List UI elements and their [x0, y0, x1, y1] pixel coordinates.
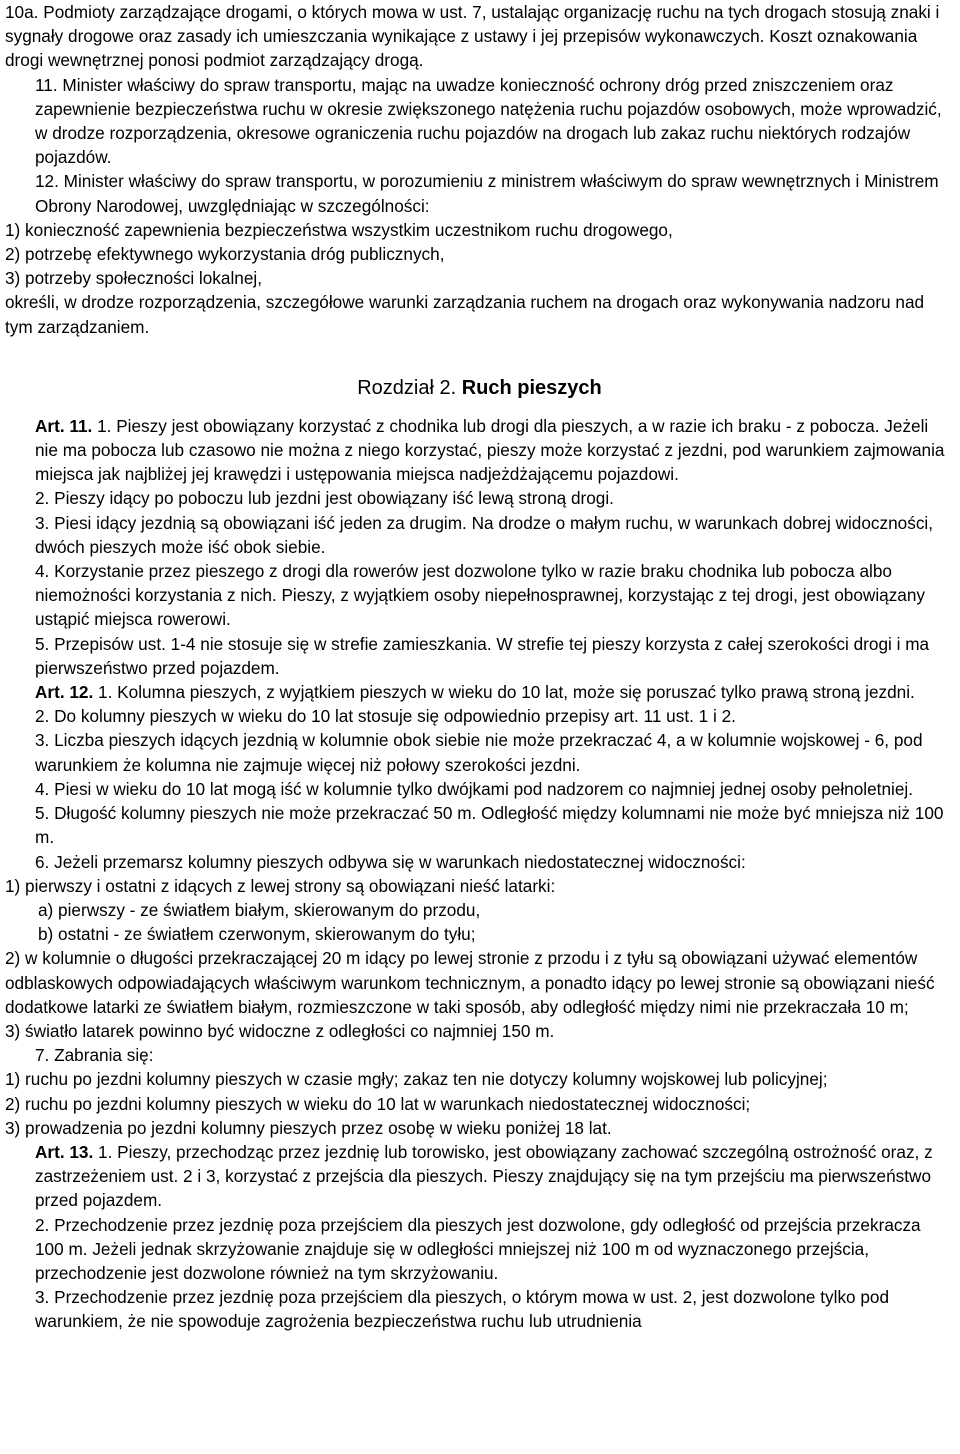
paragraph-text: 5. Długość kolumny pieszych nie może przekraczać 50 m. Odległość między kolumnami nie może być mniejsza niż 100 m. [35, 803, 944, 848]
paragraph-text: 1. Pieszy jest obowiązany korzystać z chodnika lub drogi dla pieszych, a w razie ich braku - z pobocza. Jeżeli nie ma pobocza lub czasowo nie można z niego korzystać, pieszy może korzystać z jezdni, pod warunkiem zajmowania miejsca jak najbliżej jej krawędzi i ustępowania miejsca nadjeżdżającemu pojazdowi. [35, 415, 945, 485]
paragraph-text: 2. Przechodzenie przez jezdnię poza przejściem dla pieszych jest dozwolone, gdy odległość od przejścia przekracza 100 m. Jeżeli jednak skrzyżowanie znajduje się w odległości mniejszej niż 100 m od wyznaczonego przejścia, przechodzenie jest dozwolone również na tym skrzyżowaniu. [35, 1214, 921, 1283]
paragraph-text: 3. Przechodzenie przez jezdnię poza przejściem dla pieszych, o którym mowa w ust. 2, jest dozwolone tylko pod warunkiem, że nie spowoduje zagrożenia bezpieczeństwa ruchu lub utrudnienia [35, 1287, 890, 1332]
paragraph-text: 11. Minister właściwy do spraw transportu, mając na uwadze konieczność ochrony dróg przed zniszczeniem oraz zapewnienie bezpieczeństwa ruchu w okresie zwiększonego natężenia ruchu pojazdów osobowych, może wprowadzić, w drodze rozporządzenia, okresowe ograniczenia ruchu pojazdów na drogach lub zakaz ruchu niektórych rodzajów pojazdów. [35, 74, 942, 168]
article-number: Art. 11. [35, 415, 93, 436]
paragraph-text: 6. Jeżeli przemarsz kolumny pieszych odbywa się w warunkach niedostatecznej widoczności: [35, 851, 746, 872]
paragraph-text: 2. Do kolumny pieszych w wieku do 10 lat stosuje się odpowiednio przepisy art. 11 ust. 1 i 2. [35, 706, 736, 727]
paragraph-text: 1. Kolumna pieszych, z wyjątkiem pieszych w wieku do 10 lat, może się poruszać tylko prawą stroną jezdni. [93, 682, 915, 703]
spacer [5, 339, 954, 363]
paragraph [5, 850, 954, 874]
paragraph-text: określi, w drodze rozporządzenia, szczegółowe warunki zarządzania ruchem na drogach oraz wykonywania nadzoru nad tym zarządzaniem. [5, 292, 925, 337]
paragraph-text: 4. Korzystanie przez pieszego z drogi dla rowerów jest dozwolone tylko w razie braku chodnika lub pobocza albo niemożności korzystania z nich. Pieszy, z wyjątkiem osoby niepełnosprawnej, korzystając z tej drogi, jest obowiązany ustąpić miejsca rowerowi. [35, 561, 926, 630]
paragraph-text: 7. Zabrania się: [35, 1045, 154, 1066]
paragraph [5, 1285, 954, 1333]
paragraph [5, 704, 954, 728]
paragraph [5, 511, 954, 559]
paragraph-text: 3) prowadzenia po jezdni kolumny pieszych przez osobę w wieku poniżej 18 lat. [5, 1117, 612, 1138]
chapter-body [5, 414, 954, 1334]
article-number: Art. 13. [35, 1141, 94, 1162]
chapter-heading [5, 375, 954, 401]
paragraph-text: 1) pierwszy i ostatni z idących z lewej strony są obowiązani nieść latarki: [5, 875, 556, 896]
paragraph [5, 486, 954, 510]
article-paragraph [5, 1140, 954, 1213]
paragraph-text: 1) ruchu po jezdni kolumny pieszych w czasie mgły; zakaz ten nie dotyczy kolumny wojskowej lub policyjnej; [5, 1069, 828, 1090]
paragraph [5, 946, 954, 1019]
paragraph-text: 10a. Podmioty zarządzające drogami, o których mowa w ust. 7, ustalając organizację ruchu na tych drogach stosują znaki i sygnały drogowe oraz zasady ich umieszczania wynikające z ustawy i jej przepisów wykonawczych. Koszt oznakowania drogi wewnętrznej ponosi podmiot zarządzający drogą. [5, 2, 940, 71]
chapter-label: Rozdział 2. [357, 376, 457, 399]
article-paragraph [5, 414, 954, 487]
paragraph [5, 1116, 954, 1140]
paragraph-text: 1) konieczność zapewnienia bezpieczeństwa wszystkim uczestnikom ruchu drogowego, [5, 219, 673, 240]
paragraph [5, 1043, 954, 1067]
paragraph [5, 1019, 954, 1043]
paragraph-text: 12. Minister właściwy do spraw transportu, w porozumieniu z ministrem właściwym do spraw wewnętrznych i Ministrem Obrony Narodowej, uwzględniając w szczególności: [35, 171, 939, 216]
paragraph [5, 898, 954, 922]
paragraph [5, 1092, 954, 1116]
paragraph-text: 5. Przepisów ust. 1-4 nie stosuje się w strefie zamieszkania. W strefie tej pieszy korzysta z całej szerokości drogi i ma pierwszeństwo przed pojazdem. [35, 633, 930, 678]
chapter-title: Ruch pieszych [461, 376, 602, 399]
paragraph [5, 801, 954, 849]
paragraph-text: 3. Liczba pieszych idących jezdnią w kolumnie obok siebie nie może przekraczać 4, a w kolumnie wojskowej - 6, pod warunkiem że kolumna nie zajmuje więcej niż połowy szerokości jezdni. [35, 730, 923, 775]
paragraph [5, 169, 954, 217]
paragraph-text: 3) światło latarek powinno być widoczne z odległości co najmniej 150 m. [5, 1020, 555, 1041]
preceding-provisions [5, 0, 954, 339]
paragraph-text: 3. Piesi idący jezdnią są obowiązani iść jeden za drugim. Na drodze o małym ruchu, w warunkach dobrej widoczności, dwóch pieszych może iść obok siebie. [35, 512, 934, 557]
paragraph-text: 1. Pieszy, przechodząc przez jezdnię lub torowisko, jest obowiązany zachować szczególną ostrożność oraz, z zastrzeżeniem ust. 2 i 3, korzystać z przejścia dla pieszych. Pieszy znajdujący się na tym przejściu ma pierwszeństwo przed pojazdem. [35, 1141, 933, 1211]
paragraph-text: 4. Piesi w wieku do 10 lat mogą iść w kolumnie tylko dwójkami pod nadzorem co najmniej jednej osoby pełnoletniej. [35, 778, 913, 799]
paragraph [5, 290, 954, 338]
paragraph [5, 73, 954, 170]
paragraph [5, 728, 954, 776]
paragraph-text: 3) potrzeby społeczności lokalnej, [5, 268, 262, 289]
paragraph [5, 777, 954, 801]
paragraph-text: 2) potrzebę efektywnego wykorzystania dróg publicznych, [5, 244, 445, 265]
paragraph-text: 2) ruchu po jezdni kolumny pieszych w wieku do 10 lat w warunkach niedostatecznej widoczności; [5, 1093, 751, 1114]
paragraph [5, 922, 954, 946]
article-number: Art. 12. [35, 682, 94, 703]
paragraph-text: 2. Pieszy idący po poboczu lub jezdni jest obowiązany iść lewą stroną drogi. [35, 488, 614, 509]
paragraph [5, 0, 954, 73]
paragraph [5, 1067, 954, 1091]
article-paragraph [5, 680, 954, 704]
paragraph [5, 1213, 954, 1286]
paragraph-text: b) ostatni - ze światłem czerwonym, skierowanym do tyłu; [38, 924, 476, 945]
paragraph [5, 874, 954, 898]
paragraph [5, 218, 954, 242]
paragraph-text: 2) w kolumnie o długości przekraczającej 20 m idący po lewej stronie z przodu i z tyłu są obowiązani używać elementów odblaskowych odpowiadających właściwym warunkom technicznym, a ponadto idący po lewej stronie są obowiązani nieść dodatkowe latarki ze światłem białym, rozmieszczone w taki sposób, aby odległość między nimi nie przekraczała 10 m; [5, 948, 935, 1017]
paragraph [5, 559, 954, 632]
paragraph [5, 242, 954, 266]
paragraph [5, 266, 954, 290]
paragraph-text: a) pierwszy - ze światłem białym, skierowanym do przodu, [38, 899, 481, 920]
paragraph [5, 632, 954, 680]
